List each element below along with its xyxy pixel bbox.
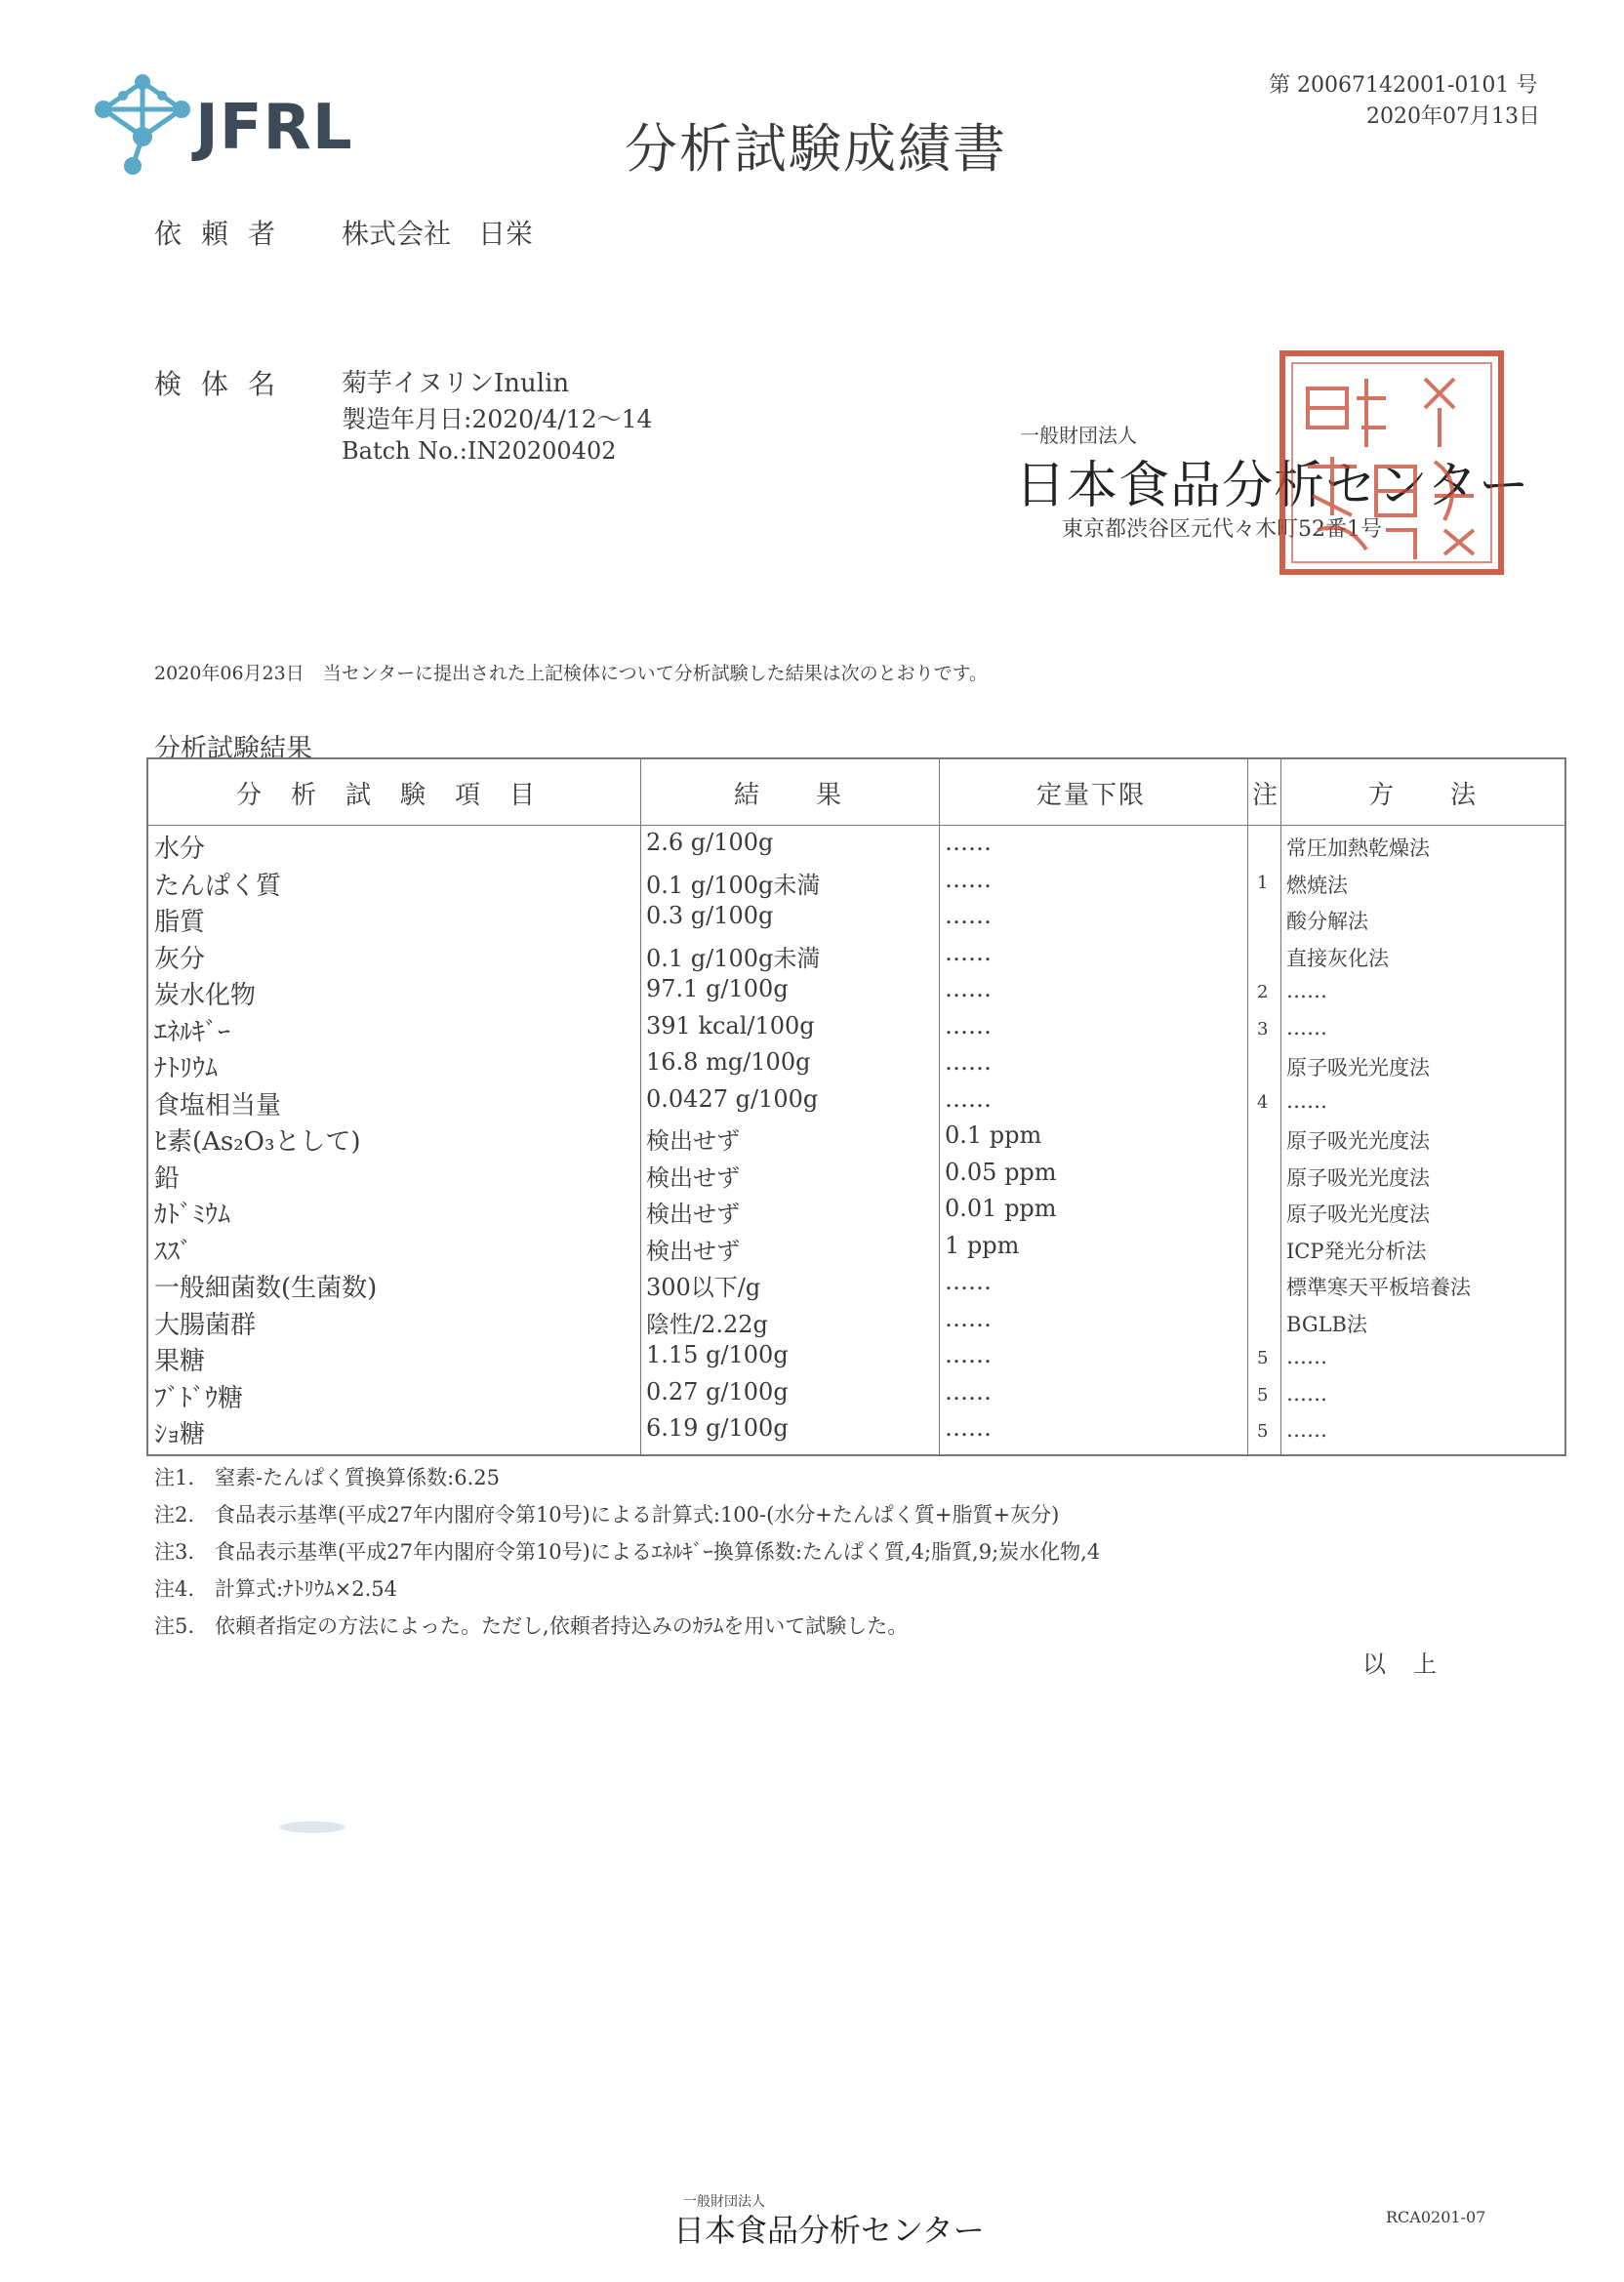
cell-limit: …… — [945, 1377, 992, 1406]
cell-limit: …… — [945, 1341, 992, 1368]
cell-item: 果糖 — [154, 1347, 206, 1376]
cell-result: 6.19 g/100g — [646, 1414, 789, 1442]
header-result: 結 果 — [734, 781, 844, 810]
header-limit: 定量下限 — [1036, 781, 1147, 810]
table-row — [148, 1266, 1564, 1303]
cell-method: …… — [1286, 979, 1327, 1002]
table-row — [148, 864, 1564, 901]
table-row — [148, 1083, 1564, 1121]
cell-method: 原子吸光光度法 — [1286, 1129, 1430, 1153]
results-heading: 分析試験結果 — [154, 734, 312, 764]
table-row — [148, 1412, 1564, 1449]
cell-item: 水分 — [154, 835, 206, 864]
cell-result: 0.27 g/100g — [646, 1377, 789, 1406]
cell-note: 3 — [1257, 1018, 1269, 1039]
cell-result: 2.6 g/100g — [646, 829, 774, 856]
cell-limit: …… — [945, 865, 992, 893]
cell-result: 0.1 g/100g未満 — [646, 944, 821, 972]
cell-item: ｽｽﾞ — [154, 1237, 193, 1267]
note-3: 注3. 食品表示基準(平成27年内閣府令第10号)によるｴﾈﾙｷﾞｰ換算係数:たんぱく質,4;脂質,9;炭水化物,4 — [154, 1540, 1101, 1564]
cell-limit: 0.1 ppm — [945, 1121, 1042, 1149]
table-row — [148, 1046, 1564, 1083]
cell-limit: …… — [945, 1011, 992, 1039]
cell-method: BGLB法 — [1286, 1312, 1367, 1336]
cell-limit: …… — [945, 829, 992, 856]
cell-item: 大腸菌群 — [154, 1310, 257, 1340]
cell-method: …… — [1286, 1088, 1327, 1113]
cell-item: ｶﾄﾞﾐｳﾑ — [154, 1201, 231, 1230]
cell-result: 1.15 g/100g — [646, 1341, 789, 1368]
cell-item: ｴﾈﾙｷﾞｰ — [154, 1017, 231, 1047]
production-date: 製造年月日:2020/4/12～14 — [342, 405, 653, 433]
closing-mark: 以上 — [1362, 1650, 1464, 1678]
table-row — [148, 900, 1564, 937]
scan-smudge — [273, 1817, 351, 1837]
sample-label: 検体名 — [154, 368, 296, 400]
note-5: 注5. 依頼者指定の方法によった。ただし,依頼者持込みのｶﾗﾑを用いて試験した。 — [154, 1614, 909, 1638]
cell-result: 97.1 g/100g — [646, 975, 789, 1002]
cell-limit: …… — [945, 1048, 992, 1076]
document-date: 2020年07月13日 — [1366, 104, 1540, 129]
cell-item: ｼｮ糖 — [154, 1420, 206, 1449]
table-row — [148, 1010, 1564, 1047]
document-number: 第 20067142001-0101 号 — [1269, 73, 1538, 98]
cell-method: 標準寒天平板培養法 — [1286, 1276, 1471, 1299]
table-row — [148, 937, 1564, 974]
cell-method: 原子吸光光度法 — [1286, 1165, 1430, 1190]
cell-note: 2 — [1257, 982, 1269, 1002]
header-note: 注 — [1252, 781, 1280, 810]
cell-limit: …… — [945, 1084, 992, 1113]
cell-result: 391 kcal/100g — [646, 1011, 815, 1039]
table-row — [148, 1120, 1564, 1157]
cell-result: 300以下/g — [646, 1274, 761, 1301]
cell-method: 直接灰化法 — [1286, 946, 1389, 970]
results-table — [146, 757, 1566, 1456]
official-seal-stamp — [1279, 349, 1505, 576]
cell-limit: …… — [945, 938, 992, 966]
cell-result: 陰性/2.22g — [646, 1310, 768, 1338]
cell-limit: …… — [945, 1304, 992, 1332]
cell-item: ﾌﾞﾄﾞｳ糖 — [154, 1383, 244, 1413]
cell-limit: …… — [945, 902, 992, 929]
table-row — [148, 1339, 1564, 1376]
cell-item: 灰分 — [154, 944, 206, 974]
cell-item: 一般細菌数(生菌数) — [154, 1274, 378, 1303]
cell-limit: 0.01 ppm — [945, 1195, 1057, 1222]
header-divider — [148, 825, 1564, 826]
cell-item: 鉛 — [154, 1163, 181, 1194]
table-row — [148, 1230, 1564, 1267]
cell-limit: 1 ppm — [945, 1231, 1020, 1259]
cell-method: …… — [1286, 1015, 1327, 1039]
cell-limit: …… — [945, 975, 992, 1002]
cell-item: ﾋ素(As₂O₃として) — [154, 1127, 361, 1157]
footer-organization-prefix: 一般財団法人 — [683, 2194, 765, 2210]
cell-result: 検出せず — [646, 1163, 740, 1192]
cell-note: 5 — [1257, 1384, 1269, 1406]
table-row — [148, 1376, 1564, 1413]
table-row — [148, 1303, 1564, 1340]
cell-result: 16.8 mg/100g — [646, 1048, 811, 1076]
table-row — [148, 1193, 1564, 1230]
form-code: RCA0201-07 — [1386, 2208, 1486, 2226]
logo-text: JFRL — [195, 92, 353, 164]
header-method: 方 法 — [1368, 781, 1479, 810]
cell-method: …… — [1286, 1418, 1327, 1442]
header-item: 分 析 試 験 項 目 — [236, 781, 538, 810]
footer-organization-name: 日本食品分析センター — [673, 2212, 985, 2249]
cell-item: 炭水化物 — [154, 981, 257, 1010]
cell-method: 原子吸光光度法 — [1286, 1056, 1430, 1080]
table-row — [148, 1157, 1564, 1194]
cell-note: 4 — [1257, 1091, 1269, 1113]
cell-result: 0.0427 g/100g — [646, 1084, 819, 1113]
cell-item: ﾅﾄﾘｳﾑ — [154, 1054, 219, 1083]
cell-limit: 0.05 ppm — [945, 1158, 1057, 1186]
cell-item: たんぱく質 — [154, 871, 282, 901]
cell-method: ICP発光分析法 — [1286, 1239, 1427, 1263]
note-4: 注4. 計算式:ﾅﾄﾘｳﾑ×2.54 — [154, 1577, 397, 1601]
cell-result: 0.1 g/100g未満 — [646, 871, 821, 899]
note-1: 注1. 窒素-たんぱく質換算係数:6.25 — [154, 1466, 500, 1489]
cell-limit: …… — [945, 1414, 992, 1442]
organization-address: 東京都渋谷区元代々木町52番1号 — [1062, 517, 1382, 542]
cell-result: 検出せず — [646, 1127, 740, 1155]
organization-name: 日本食品分析センター — [1015, 457, 1530, 515]
table-row — [148, 973, 1564, 1010]
intro-statement: 2020年06月23日 当センターに提出された上記検体について分析試験した結果は次のとおりです。 — [154, 663, 989, 684]
client-label: 依頼者 — [154, 218, 296, 250]
cell-note: 1 — [1257, 872, 1269, 893]
cell-item: 脂質 — [154, 908, 206, 937]
sample-name: 菊芋イヌリンInulin — [342, 369, 570, 398]
client-value: 株式会社 日栄 — [342, 218, 534, 250]
cell-limit: …… — [945, 1268, 992, 1295]
cell-result: 検出せず — [646, 1201, 740, 1228]
cell-method: 酸分解法 — [1286, 910, 1368, 933]
cell-method: …… — [1286, 1345, 1327, 1368]
organization-prefix: 一般財団法人 — [1020, 424, 1137, 447]
cell-result: 検出せず — [646, 1237, 740, 1265]
cell-method: 常圧加熱乾燥法 — [1286, 836, 1430, 860]
cell-method: 原子吸光光度法 — [1286, 1202, 1430, 1226]
cell-result: 0.3 g/100g — [646, 902, 774, 929]
cell-item: 食塩相当量 — [154, 1090, 282, 1121]
cell-method: …… — [1286, 1381, 1327, 1406]
cell-note: 5 — [1257, 1421, 1269, 1442]
note-2: 注2. 食品表示基準(平成27年内閣府令第10号)による計算式:100-(水分+たんぱく質+脂質+灰分) — [154, 1503, 1060, 1527]
document-title: 分析試験成績書 — [625, 118, 1007, 180]
batch-number: Batch No.:IN20200402 — [342, 437, 617, 465]
table-row — [148, 827, 1564, 864]
cell-method: 燃焼法 — [1286, 873, 1348, 897]
cell-note: 5 — [1257, 1348, 1269, 1368]
